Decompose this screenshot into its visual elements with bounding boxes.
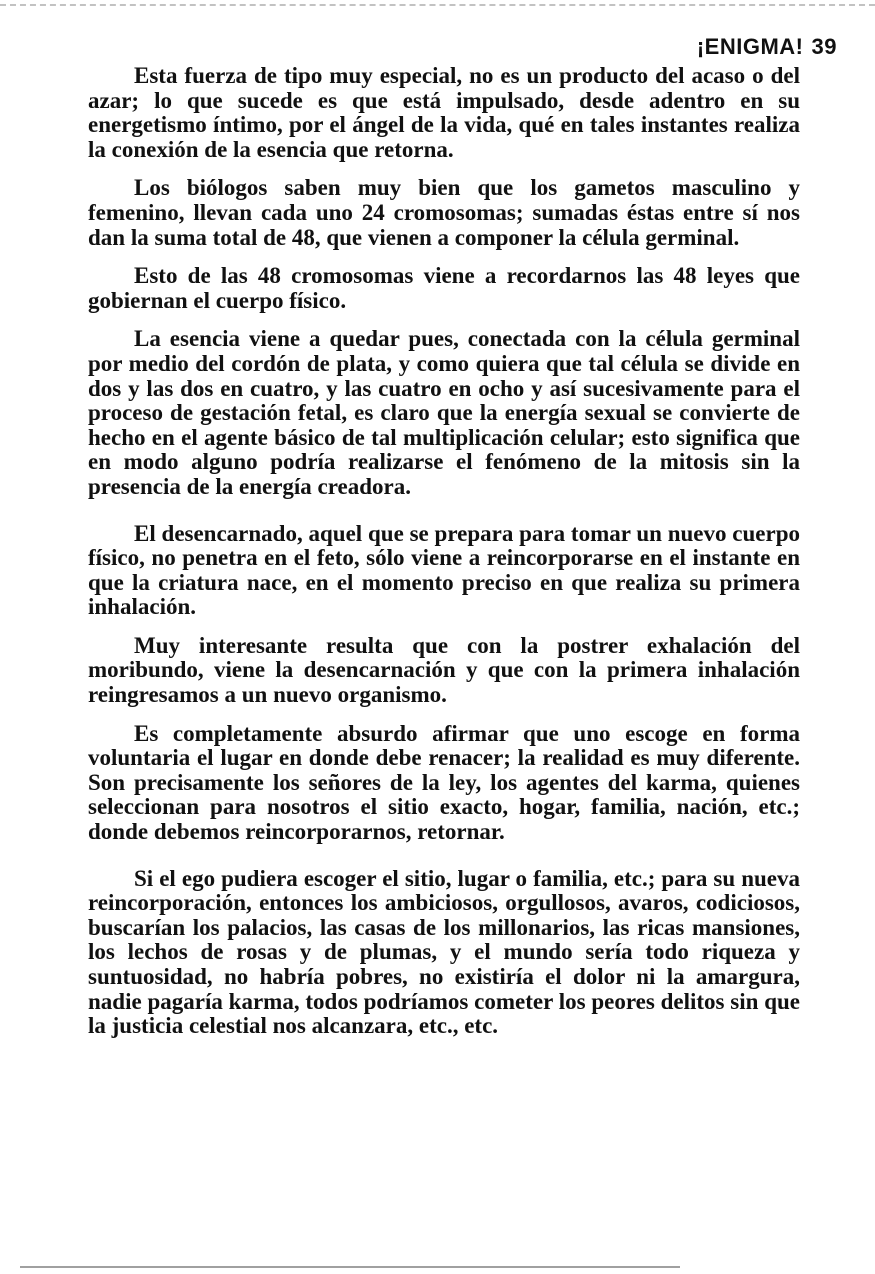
paragraph-3: Esto de las 48 cromosomas viene a recordarnos las 48 leyes que gobiernan el cuerpo físico.: [88, 263, 800, 313]
paragraph-8: Si el ego pudiera escoger el sitio, lugar o familia, etc.; para su nueva reincorporación, entonces los ambiciosos, orgullosos, avaros, codiciosos, buscarían los palacios, las casas de los millonarios, las ricas mansiones, los lechos de rosas y de plumas, y el mundo sería todo riqueza y suntuosidad, no habría pobres, no existiría el dolor ni la amargura, nadie pagaría karma, todos podríamos cometer los peores delitos sin que la justicia celestial nos alcanzara, etc., etc.: [88, 865, 800, 1039]
paragraph-5: El desencarnado, aquel que se prepara para tomar un nuevo cuerpo físico, no penetra en el feto, sólo viene a reincorporarse en el instante en que la criatura nace, en el momento preciso en que realiza su primera inhalación.: [88, 520, 800, 620]
bottom-scan-edge: [20, 1266, 680, 1268]
running-head: [697, 34, 837, 60]
paragraph-6: Muy interesante resulta que con la postrer exhalación del moribundo, viene la desencarnación y que con la primera inhalación reingresamos a un nuevo organismo.: [88, 632, 800, 708]
top-scan-edge: [0, 4, 875, 9]
page-number: 39: [811, 34, 837, 59]
paragraph-4: La esencia viene a quedar pues, conectada con la célula germinal por medio del cordón de plata, y como quiera que tal célula se divide en dos y las dos en cuatro, y las cuatro en ocho y así sucesivamente para el proceso de gestación fetal, es claro que la energía sexual se convierte de hecho en el agente básico de tal multiplicación celular; esto significa que en modo alguno podría realizarse el fenómeno de la mitosis sin la presencia de la energía creadora.: [88, 326, 800, 499]
paragraph-1: Esta fuerza de tipo muy especial, no es un producto del acaso o del azar; lo que sucede es que está impulsado, desde adentro en su energetismo íntimo, por el ángel de la vida, qué en tales instantes realiza la conexión de la esencia que retorna.: [88, 63, 800, 162]
paragraph-2: Los biólogos saben muy bien que los gametos masculino y femenino, llevan cada uno 24 cromosomas; sumadas éstas entre sí nos dan la suma total de 48, que vienen a componer la célula germinal.: [88, 175, 800, 250]
book-title: ¡ENIGMA!: [696, 34, 804, 59]
body-text: [88, 64, 800, 1053]
paragraph-7: Es completamente absurdo afirmar que uno escoge en forma voluntaria el lugar en donde debe renacer; la realidad es muy diferente. Son precisamente los señores de la ley, los agentes del karma, quienes seleccionan para nosotros el sitio exacto, hogar, familia, nación, etc.; donde debemos reincorporarnos, retornar.: [88, 720, 800, 845]
